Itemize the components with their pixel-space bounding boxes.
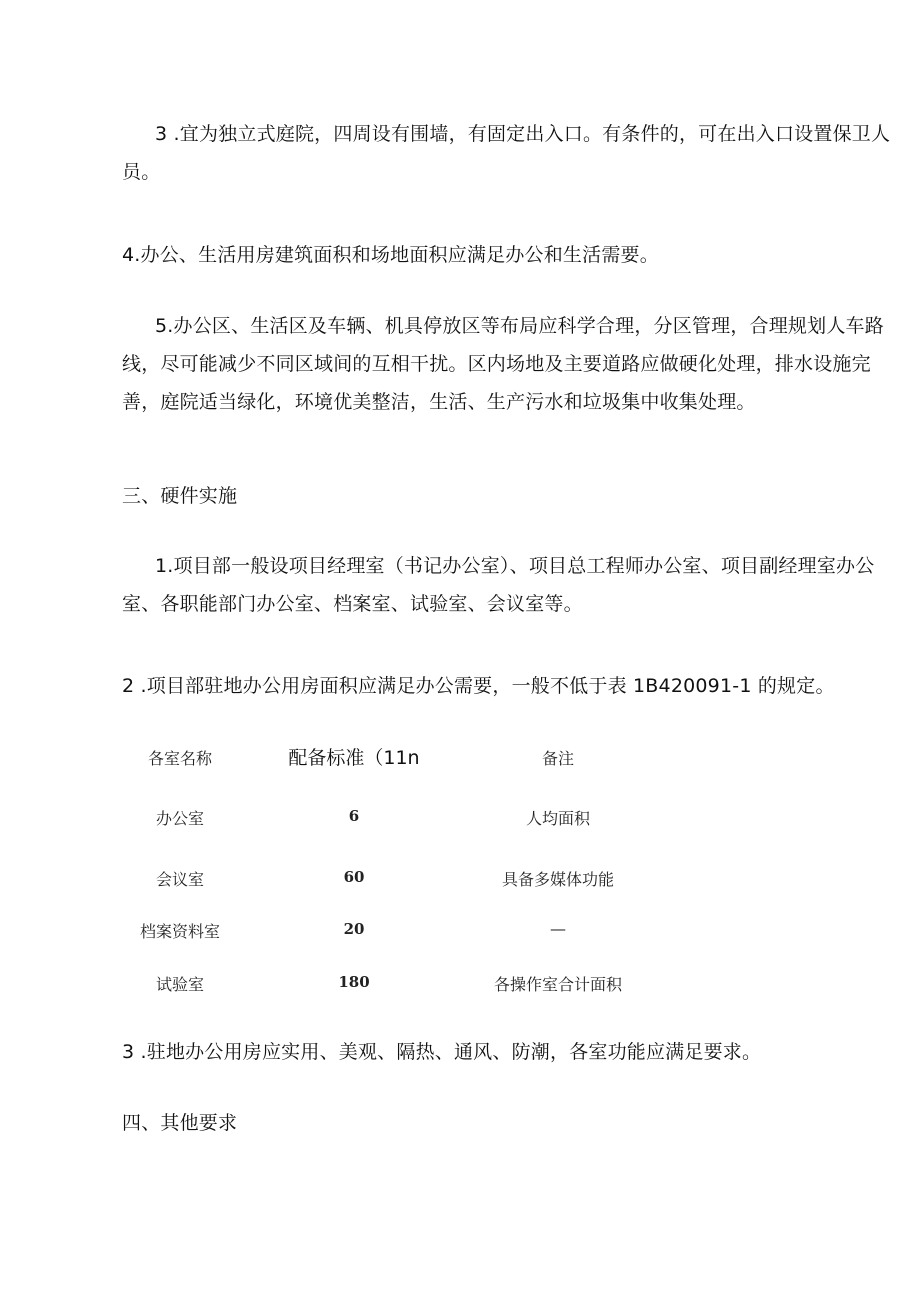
section-heading-hardware: 三、硬件实施 [122,485,238,507]
table-cell-note: 各操作室合计面积 [493,975,622,994]
table-cell-standard: 60 [343,868,365,886]
table-cell-room: 办公室 [155,809,204,828]
table-header-standard: 配备标准（11n [288,747,420,769]
table-cell-note: 人均面积 [525,809,590,828]
paragraph-4-area: 4.办公、生活用房建筑面积和场地面积应满足办公和生活需要。 [122,244,659,266]
table-cell-standard: 180 [338,973,370,991]
paragraph-hardware-1: 1.项目部一般设项目经理室（书记办公室）、项目总工程师办公室、项目副经理室办公室、各职能部门办公室、档案室、试验室、会议室等。 [122,555,875,615]
table-cell-note: 具备多媒体功能 [501,870,614,889]
paragraph-hardware-3: 3 .驻地办公用房应实用、美观、隔热、通风、防潮，各室功能应满足要求。 [122,1041,762,1063]
section-heading-other: 四、其他要求 [122,1112,238,1134]
table-cell-note: — [550,919,566,938]
table-header-note: 备注 [541,749,574,768]
table-header-room-name: 各室名称 [147,749,212,768]
table-cell-room: 档案资料室 [139,922,220,941]
paragraph-5-layout: 5.办公区、生活区及车辆、机具停放区等布局应科学合理，分区管理，合理规划人车路线，尽可能减少不同区域间的互相干扰。区内场地及主要道路应做硬化处理，排水设施完善，庭院适当绿化，环境优美整洁，生活、生产污水和垃圾集中收集处理。 [122,315,884,413]
paragraph-3-courtyard: 3 .宜为独立式庭院，四周设有围墙，有固定出入口。有条件的，可在出入口设置保卫人员。 [122,123,891,183]
table-cell-room: 试验室 [155,975,204,994]
table-cell-room: 会议室 [155,870,204,889]
table-cell-standard: 20 [343,920,365,938]
paragraph-hardware-2: 2 .项目部驻地办公用房面积应满足办公需要，一般不低于表 1B420091-1 的规定。 [122,675,835,697]
table-cell-standard: 6 [348,807,360,825]
